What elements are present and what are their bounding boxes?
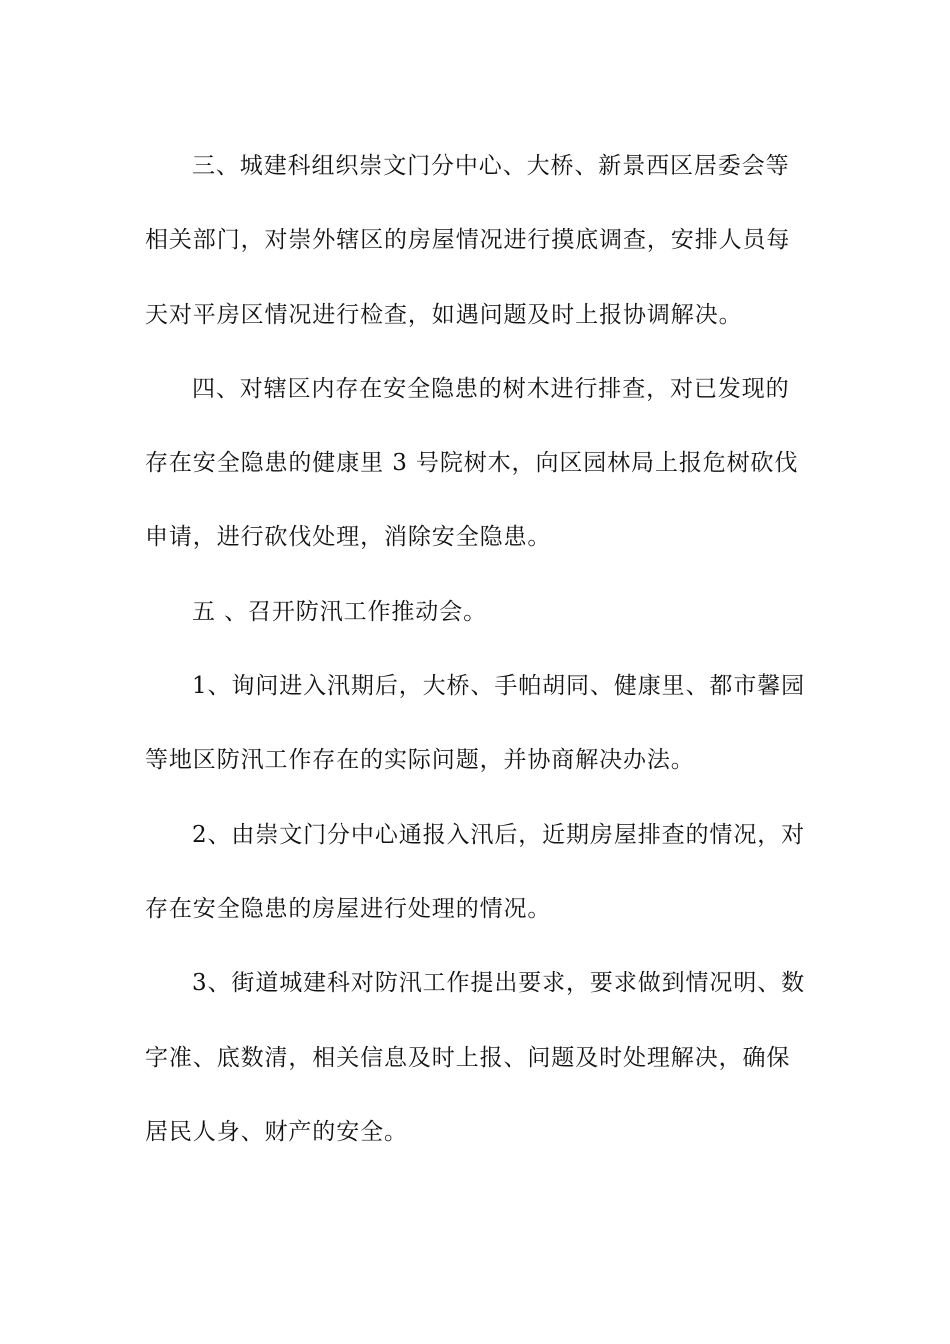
paragraph-item-2	[145, 798, 810, 947]
paragraph-5-heading	[145, 575, 810, 649]
paragraph-item-1	[145, 649, 810, 798]
text-line: 相关部门，对崇外辖区的房屋情况进行摸底调查，安排人员每	[145, 227, 791, 254]
text-line: 五 、召开防汛工作推动会。	[192, 598, 488, 625]
text-line: 申请，进行砍伐处理，消除安全隐患。	[145, 524, 552, 551]
text-line: 四、对辖区内存在安全隐患的树木进行排查，对已发现的	[192, 375, 790, 402]
document-body	[145, 129, 810, 1169]
text-line: 三、城建科组织崇文门分中心、大桥、新景西区居委会等	[192, 153, 790, 179]
text-line: 居民人身、财产的安全。	[145, 1118, 408, 1145]
text-line: 字准、底数清，相关信息及时上报、问题及时处理解决，确保	[145, 1044, 791, 1071]
text-line: 1、询问进入汛期后，大桥、手帕胡同、健康里、都市馨园	[192, 673, 806, 700]
text-line: 等地区防汛工作存在的实际问题，并协商解决办法。	[145, 747, 695, 774]
paragraph-3	[145, 129, 810, 352]
paragraph-4	[145, 352, 810, 575]
text-line: 天对平房区情况进行检查，如遇问题及时上报协调解决。	[145, 301, 743, 328]
text-line: 2、由崇文门分中心通报入汛后，近期房屋排查的情况，对	[192, 821, 806, 848]
paragraph-item-3	[145, 946, 810, 1169]
text-line: 存在安全隐患的健康里 3 号院树木，向区园林局上报危树砍伐	[145, 450, 799, 477]
text-line: 存在安全隐患的房屋进行处理的情况。	[145, 895, 552, 922]
text-line: 3、街道城建科对防汛工作提出要求，要求做到情况明、数	[192, 970, 806, 997]
